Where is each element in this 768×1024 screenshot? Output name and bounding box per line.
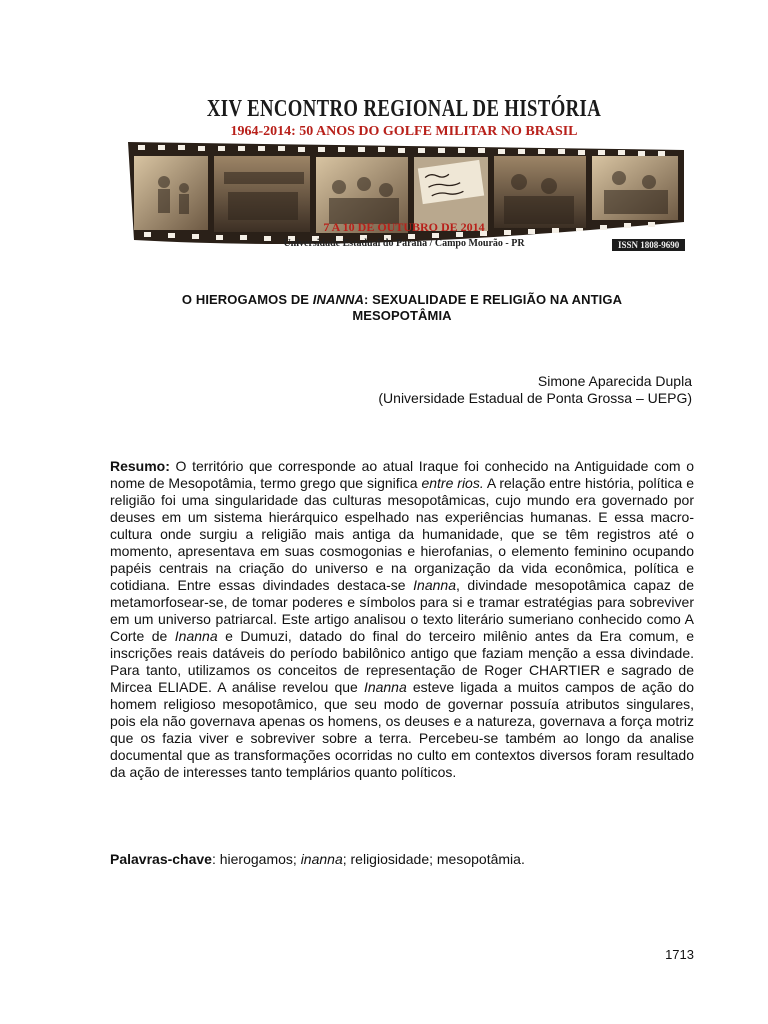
keywords-label: Palavras-chave [110, 851, 212, 867]
banner-subtitle: 1964-2014: 50 ANOS DO GOLFE MILITAR NO BRASIL [230, 124, 578, 139]
abstract-italic-4: Inanna [363, 679, 407, 695]
abstract-text-1: O território que corresponde ao atual Iraque foi conhecido na Antiguidade com o nome de Mesopotâmia, termo grego que significa [110, 458, 694, 491]
abstract-paragraph [110, 458, 694, 781]
title-part-1: O HIEROGAMOS DE [181, 292, 313, 307]
keywords-italic: inanna [300, 851, 343, 867]
keywords-line [110, 851, 694, 868]
abstract-italic-2: Inanna [413, 577, 456, 593]
abstract-italic-3: Inanna [174, 628, 218, 644]
title-italic: INANNA [312, 292, 364, 307]
banner-university: Universidade Estadual do Paraná / Campo Mourão - PR [283, 238, 525, 249]
page-number: 1713 [665, 947, 694, 962]
author-affiliation: (Universidade Estadual de Ponta Grossa – UEPG) [378, 390, 692, 406]
keywords-text-2: ; religiosidade; mesopotâmia. [342, 851, 525, 867]
title-part-2: : SEXUALIDADE E RELIGIÃO NA ANTIGA [363, 292, 623, 307]
abstract-text-4: e Dumuzi, datado do final do terceiro milênio antes da Era comum, e inscrições reais datáveis do período babilônico antigo que faziam menção a essa divindade. Para tanto, utilizamos os conceitos de representação de Roger CHARTIER e sagrado de Mircea ELIADE. A análise revelou que [110, 628, 694, 695]
banner-title: XIV ENCONTRO REGIONAL DE HISTÓRIA [206, 96, 602, 122]
abstract-text-2: A relação entre história, política e religião foi uma singularidade das culturas mesopotâmicas, cujo mundo era governado por deuses em um sistema hierárquico espelhado nas experiências humanas. E essa macro-cultura onde surgiu a religião mais antiga da humanidade, que se têm registros até o momento, apresentava em suas cosmogonias e hierofanias, o elemento feminino ocupando papéis centrais na criação do universo e na organização da vida econômica, política e cotidiana. Entre essas divindades destaca-se [110, 475, 695, 593]
conference-banner [120, 96, 688, 256]
abstract-text-3: , divindade mesopotâmica capaz de metamorfosear-se, de tomar poderes e símbolos para si e tramar estratégias para sobreviver em um universo patriarcal. Este artigo analisou o texto literário sumeriano conhecido como A Corte de [110, 577, 694, 644]
issn-badge: ISSN 1808-9690 [612, 239, 685, 251]
keywords-text-1: : hierogamos; [211, 851, 301, 867]
title-line-2: MESOPOTÂMIA [352, 308, 452, 323]
abstract-label: Resumo: [110, 458, 170, 474]
article-title [110, 292, 694, 324]
abstract-italic-1: entre rios. [421, 475, 484, 491]
author-block [378, 373, 692, 407]
abstract-text-5: esteve ligada a muitos campos de ação do homem religioso mesopotâmico, que seu modo de governar possuía atributos singulares, pois ela não governava apenas os homens, os deuses e a natureza, governava a força motriz que os fazia viver e sobreviver sobre a terra. Percebeu-se também ao longo da analise documental que as transformações ocorridas no culto em contextos diversos foram resultado da ação de interesses tanto templários quanto políticos. [110, 679, 694, 780]
author-name: Simone Aparecida Dupla [537, 373, 692, 389]
banner-dates: 7 A 10 DE OUTUBRO DE 2014 [323, 220, 485, 234]
